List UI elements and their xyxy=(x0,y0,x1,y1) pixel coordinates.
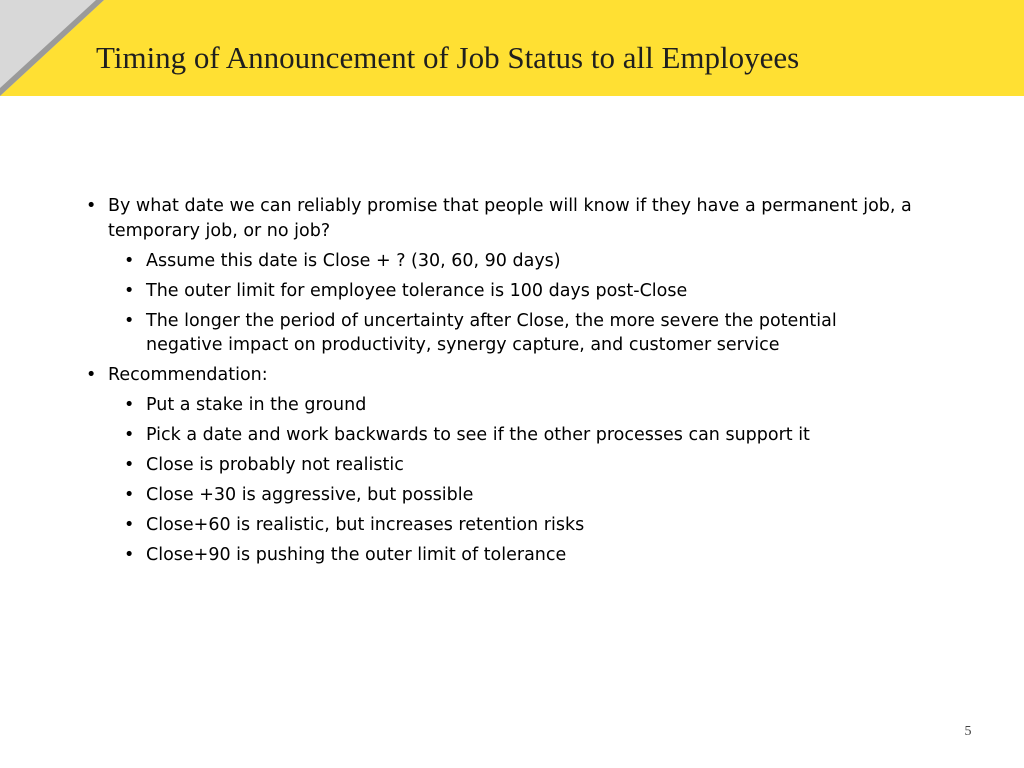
bullet-item xyxy=(86,194,916,243)
page-corner-fold xyxy=(0,0,104,96)
bullet-dot-icon: • xyxy=(124,395,135,415)
sub-bullet-text: Close+90 is pushing the outer limit of tolerance xyxy=(146,545,567,565)
sub-bullet-text: The outer limit for employee tolerance is 100 days post-Close xyxy=(146,280,688,301)
bullet-dot-icon: • xyxy=(124,310,135,331)
sub-bullet-item xyxy=(124,249,916,274)
bullet-dot-icon: • xyxy=(86,365,97,385)
sub-bullet-item xyxy=(124,543,916,568)
bullet-dot-icon: • xyxy=(124,250,135,271)
sub-bullet-item xyxy=(124,279,916,304)
bullet-dot-icon: • xyxy=(124,280,135,301)
sub-bullet-item xyxy=(124,513,916,538)
sub-bullet-text: Close+60 is realistic, but increases retention risks xyxy=(146,515,585,535)
bullet-text: By what date we can reliably promise that people will know if they have a permanent job, a temporary job, or no job? xyxy=(108,196,912,241)
sub-bullet-item xyxy=(124,423,916,448)
slide-title: Timing of Announcement of Job Status to all Employees xyxy=(96,40,800,75)
bullet-dot-icon: • xyxy=(124,545,135,565)
bullet-dot-icon: • xyxy=(124,455,135,475)
bullet-dot-icon: • xyxy=(124,425,135,445)
sub-bullet-text: Assume this date is Close + ? (30, 60, 90 days) xyxy=(146,250,561,271)
bullet-list xyxy=(86,194,916,568)
bullet-item xyxy=(86,363,916,388)
sub-bullet-item xyxy=(124,483,916,508)
sub-bullet-text: Put a stake in the ground xyxy=(146,395,367,415)
sub-bullet-text: The longer the period of uncertainty after Close, the more severe the potential negative impact on productivity, synergy capture, and customer service xyxy=(146,310,837,355)
sub-bullet-item xyxy=(124,309,916,358)
sub-bullet-item xyxy=(124,453,916,478)
bullet-text: Recommendation: xyxy=(108,365,268,385)
sub-bullet-text: Close +30 is aggressive, but possible xyxy=(146,485,474,505)
bullet-dot-icon: • xyxy=(86,196,97,216)
bullet-dot-icon: • xyxy=(124,485,135,505)
sub-bullet-text: Pick a date and work backwards to see if the other processes can support it xyxy=(146,425,810,445)
sub-bullet-text: Close is probably not realistic xyxy=(146,455,404,475)
sub-bullet-item xyxy=(124,393,916,418)
bullet-dot-icon: • xyxy=(124,515,135,535)
page-number: 5 xyxy=(964,724,972,739)
